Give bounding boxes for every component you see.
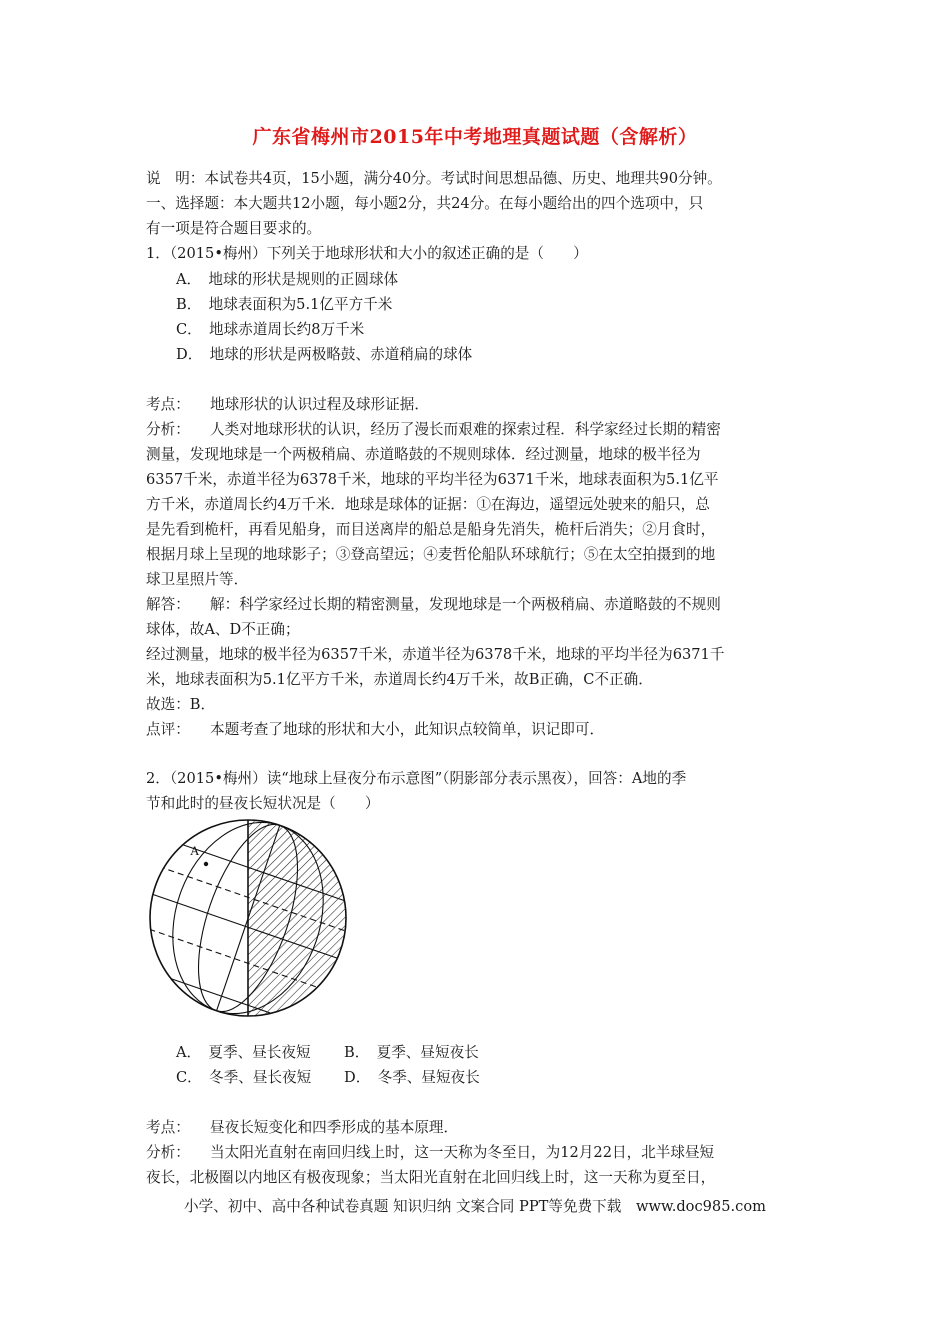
question-1-jieda (146, 592, 826, 617)
jieda-line: 经过测量，地球的极半径为6357千米，赤道半径为6378千米，地球的平均半径为6371千 (146, 646, 725, 663)
point-a-label: A (190, 843, 200, 858)
fenxi-line: 方千米，赤道周长约4万千米．地球是球体的证据：①在海边，遥望远处驶来的船只，总 (146, 496, 710, 513)
jieda-line: 球体，故A、D不正确； (146, 621, 300, 638)
exam-note: 说 明：本试卷共4页，15小题，满分40分。考试时间思想品德、历史、地理共90分钟。 (146, 170, 722, 187)
question-1-option-c: C． 地球赤道周长约8万千米 (176, 321, 365, 338)
question-2-option-c: C． 冬季、昼长夜短 (176, 1069, 312, 1086)
fenxi-label: 分析： (146, 1144, 190, 1161)
dianping-text: 本题考查了地球的形状和大小，此知识点较简单，识记即可． (210, 721, 605, 738)
kaodian-label: 考点： (146, 1119, 190, 1136)
earth-day-night-diagram (140, 808, 360, 1033)
kaodian-text: 地球形状的认识过程及球形证据． (210, 396, 429, 413)
question-1-option-d: D． 地球的形状是两极略鼓、赤道稍扁的球体 (176, 346, 473, 363)
night-shading (248, 818, 348, 1018)
jieda-line: 解：科学家经过长期的精密测量，发现地球是一个两极稍扁、赤道略鼓的不规则 (210, 596, 721, 613)
fenxi-line: 6357千米，赤道半径为6378千米，地球的平均半径为6371千米，地球表面积为5.1亿平 (146, 471, 719, 488)
fenxi-label: 分析： (146, 421, 190, 438)
question-1-stem: 1．（2015•梅州）下列关于地球形状和大小的叙述正确的是（ ） (146, 245, 588, 262)
question-1-option-a: A． 地球的形状是规则的正圆球体 (176, 271, 399, 288)
question-2-fenxi (146, 1140, 826, 1165)
question-1-kaodian (146, 392, 826, 417)
question-2-kaodian (146, 1115, 826, 1140)
question-2-option-b: B． 夏季、昼短夜长 (344, 1044, 479, 1061)
jieda-line: 米，地球表面积为5.1亿平方千米，赤道周长约4万千米，故B正确，C不正确． (146, 671, 653, 688)
question-2-options-row1 (176, 1040, 856, 1065)
fenxi-line: 测量，发现地球是一个两极稍扁、赤道略鼓的不规则球体．经过测量，地球的极半径为 (146, 446, 701, 463)
dianping-label: 点评： (146, 721, 190, 738)
question-2-option-a: A． 夏季、昼长夜短 (176, 1044, 311, 1061)
question-1-option-b: B． 地球表面积为5.1亿平方千米 (176, 296, 393, 313)
question-2-option-d: D． 冬季、昼短夜长 (344, 1069, 480, 1086)
kaodian-label: 考点： (146, 396, 190, 413)
jieda-answer: 故选：B． (146, 696, 216, 713)
fenxi-line: 球卫星照片等． (146, 571, 249, 588)
fenxi-line: 当太阳光直射在南回归线上时，这一天称为冬至日，为12月22日，北半球昼短 (210, 1144, 715, 1161)
question-2-stem-line1: 2．（2015•梅州）读“地球上昼夜分布示意图”（阴影部分表示黑夜），回答：A地的季 (146, 770, 687, 787)
fenxi-line: 人类对地球形状的认识，经历了漫长而艰难的探索过程．科学家经过长期的精密 (210, 421, 721, 438)
kaodian-text: 昼夜长短变化和四季形成的基本原理． (210, 1119, 459, 1136)
section-instruction-line2: 有一项是符合题目要求的。 (146, 220, 322, 237)
fenxi-line: 根据月球上呈现的地球影子；③登高望远；④麦哲伦船队环球航行；⑤在太空拍摄到的地 (146, 546, 716, 563)
question-2-options-row2 (176, 1065, 856, 1090)
question-2-stem-line2: 节和此时的昼夜长短状况是（ ） (146, 795, 380, 812)
fenxi-line: 夜长，北极圈以内地区有极夜现象；当太阳光直射在北回归线上时，这一天称为夏至日， (146, 1169, 716, 1186)
fenxi-line: 是先看到桅杆，再看见船身，而目送离岸的船总是船身先消失，桅杆后消失；②月食时， (146, 521, 716, 538)
point-a-marker (204, 862, 208, 866)
section-instruction-line1: 一、选择题：本大题共12小题，每小题2分，共24分。在每小题给出的四个选项中，只 (146, 195, 704, 212)
question-1-dianping (146, 717, 826, 742)
jieda-label: 解答： (146, 596, 190, 613)
page-title: 广东省梅州市2015年中考地理真题试题（含解析） (252, 126, 698, 148)
question-1-fenxi (146, 417, 826, 442)
page-footer: 小学、初中、高中各种试卷真题 知识归纳 文案合同 PPT等免费下载 www.doc985.com (184, 1198, 766, 1215)
